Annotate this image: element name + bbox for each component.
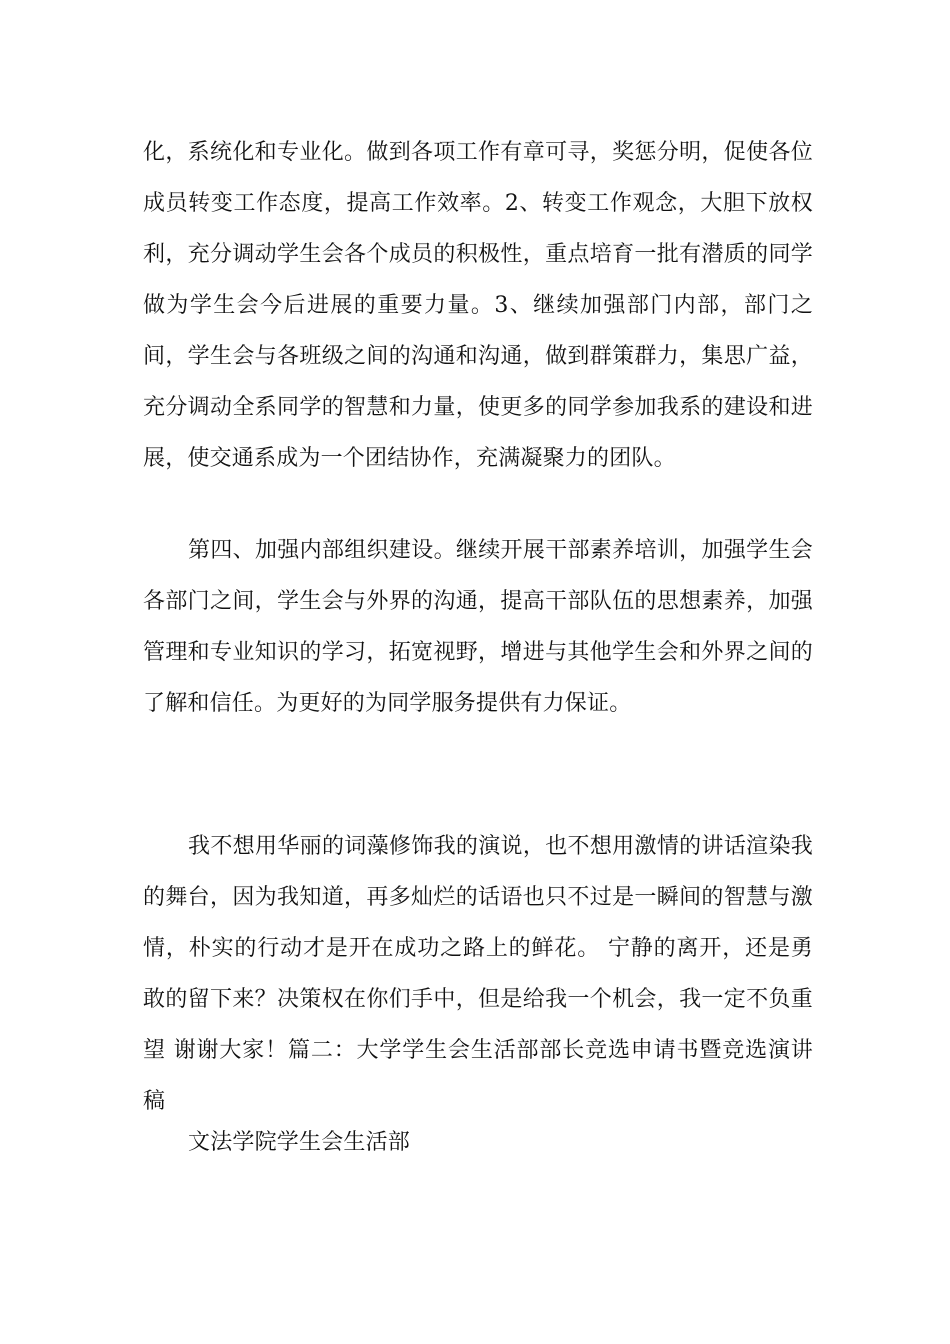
paragraph-department-heading: 文法学院学生会生活部 (188, 1130, 411, 1155)
paragraph-internal-organization: 第四、加强内部组织建设。继续开展干部素养培训，加强学生会各部门之间，学生会与外界的沟通，提高干部队伍的思想素养，加强管理和专业知识的学习，拓宽视野，增进与其他学生会和外界之间的了解和信任。为更好的为同学服务提供有力保证。 (143, 538, 813, 716)
paragraph-closing-speech: 我不想用华丽的词藻修饰我的演说，也不想用激情的讲话渲染我的舞台，因为我知道，再多灿烂的话语也只不过是一瞬间的智慧与激情，朴实的行动才是开在成功之路上的鲜花。 宁静的离开，还是勇敢的留下来？决策权在你们手中，但是给我一个机会，我一定不负重望 谢谢大家！篇二：大学学生会生活部部长竞选申请书暨竞选演讲稿 (143, 834, 813, 1114)
paragraph-work-plan-continued: 化，系统化和专业化。做到各项工作有章可寻，奖惩分明，促使各位成员转变工作态度，提高工作效率。2、转变工作观念，大胆下放权利，充分调动学生会各个成员的积极性，重点培育一批有潜质的同学做为学生会今后进展的重要力量。3、继续加强部门内部，部门之间，学生会与各班级之间的沟通和沟通，做到群策群力，集思广益，充分调动全系同学的智慧和力量，使更多的同学参加我系的建设和进展，使交通系成为一个团结协作，充满凝聚力的团队。 (143, 140, 813, 471)
